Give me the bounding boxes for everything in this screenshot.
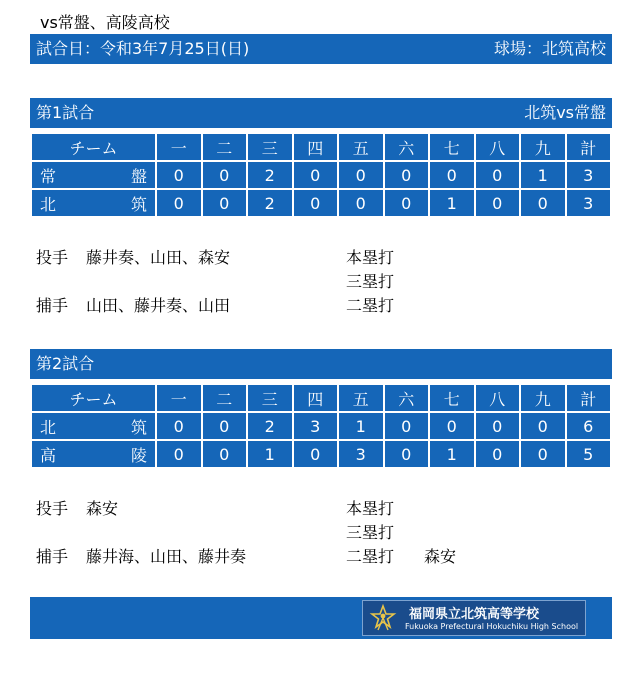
team-name-first: 北 xyxy=(40,417,57,437)
header-cell: チーム xyxy=(31,384,156,412)
catcher-label: 捕手 xyxy=(36,547,69,566)
inning-score: 0 xyxy=(202,440,248,468)
inning-score: 1 xyxy=(429,189,475,217)
total-score: 3 xyxy=(566,189,612,217)
triple-label: 三塁打 xyxy=(346,272,395,291)
header-cell: 九 xyxy=(520,384,566,412)
catcher-names: 山田、藤井奏、山田 xyxy=(86,296,231,315)
total-score: 3 xyxy=(566,161,612,189)
inning-score: 0 xyxy=(475,440,521,468)
team-name-first: 高 xyxy=(40,445,57,465)
team-name-cell xyxy=(31,161,156,189)
date-venue-bar xyxy=(30,34,612,64)
header-cell: 二 xyxy=(202,384,248,412)
team-row xyxy=(31,189,611,217)
inning-score: 0 xyxy=(520,440,566,468)
home-run-label: 本塁打 xyxy=(346,248,395,267)
header-cell: 五 xyxy=(338,133,384,161)
team-name-cell xyxy=(31,412,156,440)
inning-score: 2 xyxy=(247,412,293,440)
pitcher-names: 森安 xyxy=(86,499,119,518)
team-name-second: 筑 xyxy=(130,194,147,214)
inning-score: 0 xyxy=(384,412,430,440)
inning-score: 0 xyxy=(202,161,248,189)
date-label: 試合日：令和3年7月25日(日) xyxy=(36,39,250,58)
team-name-cell xyxy=(31,440,156,468)
school-logo-banner[interactable] xyxy=(362,600,586,636)
inning-score: 2 xyxy=(247,161,293,189)
pitcher-label: 投手 xyxy=(36,499,69,518)
header-cell: 四 xyxy=(293,384,339,412)
game-1-header xyxy=(30,98,612,128)
header-cell: チーム xyxy=(31,133,156,161)
inning-score: 0 xyxy=(475,189,521,217)
inning-score: 0 xyxy=(520,412,566,440)
game-1-scoreboard xyxy=(30,132,612,218)
inning-score: 0 xyxy=(475,412,521,440)
game-2-header xyxy=(30,349,612,379)
inning-score: 2 xyxy=(247,189,293,217)
header-cell: 七 xyxy=(429,133,475,161)
header-cell: 四 xyxy=(293,133,339,161)
inning-score: 0 xyxy=(338,189,384,217)
page-title: vs常盤、高陵高校 xyxy=(40,13,170,32)
header-cell: 一 xyxy=(156,133,202,161)
team-name-cell xyxy=(31,189,156,217)
scoreboard-header-row xyxy=(31,384,611,412)
header-cell: 六 xyxy=(384,133,430,161)
triple-label: 三塁打 xyxy=(346,523,395,542)
header-cell: 三 xyxy=(247,133,293,161)
inning-score: 0 xyxy=(293,440,339,468)
inning-score: 0 xyxy=(384,189,430,217)
game-label: 第2試合 xyxy=(36,354,95,373)
inning-score: 0 xyxy=(293,189,339,217)
team-name-first: 北 xyxy=(40,194,57,214)
catcher-names: 藤井海、山田、藤井奏 xyxy=(86,547,247,566)
catcher-label: 捕手 xyxy=(36,296,69,315)
header-cell: 二 xyxy=(202,133,248,161)
inning-score: 3 xyxy=(293,412,339,440)
pitcher-label: 投手 xyxy=(36,248,69,267)
matchup-label: 北筑vs常盤 xyxy=(524,103,606,122)
inning-score: 0 xyxy=(202,412,248,440)
header-cell: 九 xyxy=(520,133,566,161)
home-run-label: 本塁打 xyxy=(346,499,395,518)
header-cell: 七 xyxy=(429,384,475,412)
inning-score: 0 xyxy=(429,412,475,440)
game-label: 第1試合 xyxy=(36,103,95,122)
team-name-second: 盤 xyxy=(130,166,147,186)
header-cell: 計 xyxy=(566,384,612,412)
total-score: 6 xyxy=(566,412,612,440)
scoreboard-header-row xyxy=(31,133,611,161)
double-players: 森安 xyxy=(424,547,457,566)
header-cell: 三 xyxy=(247,384,293,412)
school-emblem-icon xyxy=(369,604,397,632)
team-row xyxy=(31,161,611,189)
team-name-second: 陵 xyxy=(130,445,147,465)
inning-score: 0 xyxy=(202,189,248,217)
inning-score: 0 xyxy=(384,161,430,189)
school-name-english: Fukuoka Prefectural Hokuchiku High School xyxy=(405,622,579,631)
inning-score: 0 xyxy=(156,440,202,468)
inning-score: 0 xyxy=(156,161,202,189)
inning-score: 0 xyxy=(520,189,566,217)
team-name-first: 常 xyxy=(40,166,57,186)
inning-score: 0 xyxy=(293,161,339,189)
inning-score: 1 xyxy=(338,412,384,440)
inning-score: 3 xyxy=(338,440,384,468)
inning-score: 1 xyxy=(429,440,475,468)
inning-score: 0 xyxy=(475,161,521,189)
header-cell: 八 xyxy=(475,133,521,161)
header-cell: 六 xyxy=(384,384,430,412)
header-cell: 一 xyxy=(156,384,202,412)
header-cell: 計 xyxy=(566,133,612,161)
inning-score: 0 xyxy=(384,440,430,468)
header-cell: 八 xyxy=(475,384,521,412)
venue-label: 球場：北筑高校 xyxy=(493,39,606,58)
inning-score: 0 xyxy=(338,161,384,189)
game-2-scoreboard xyxy=(30,383,612,469)
inning-score: 1 xyxy=(247,440,293,468)
pitcher-names: 藤井奏、山田、森安 xyxy=(86,248,231,267)
team-name-second: 筑 xyxy=(130,417,147,437)
double-label: 二塁打 xyxy=(346,547,395,566)
header-cell: 五 xyxy=(338,384,384,412)
double-label: 二塁打 xyxy=(346,296,395,315)
total-score: 5 xyxy=(566,440,612,468)
inning-score: 1 xyxy=(520,161,566,189)
team-row xyxy=(31,440,611,468)
inning-score: 0 xyxy=(156,412,202,440)
school-name-japanese: 福岡県立北筑高等学校 xyxy=(409,607,540,622)
inning-score: 0 xyxy=(156,189,202,217)
team-row xyxy=(31,412,611,440)
inning-score: 0 xyxy=(429,161,475,189)
